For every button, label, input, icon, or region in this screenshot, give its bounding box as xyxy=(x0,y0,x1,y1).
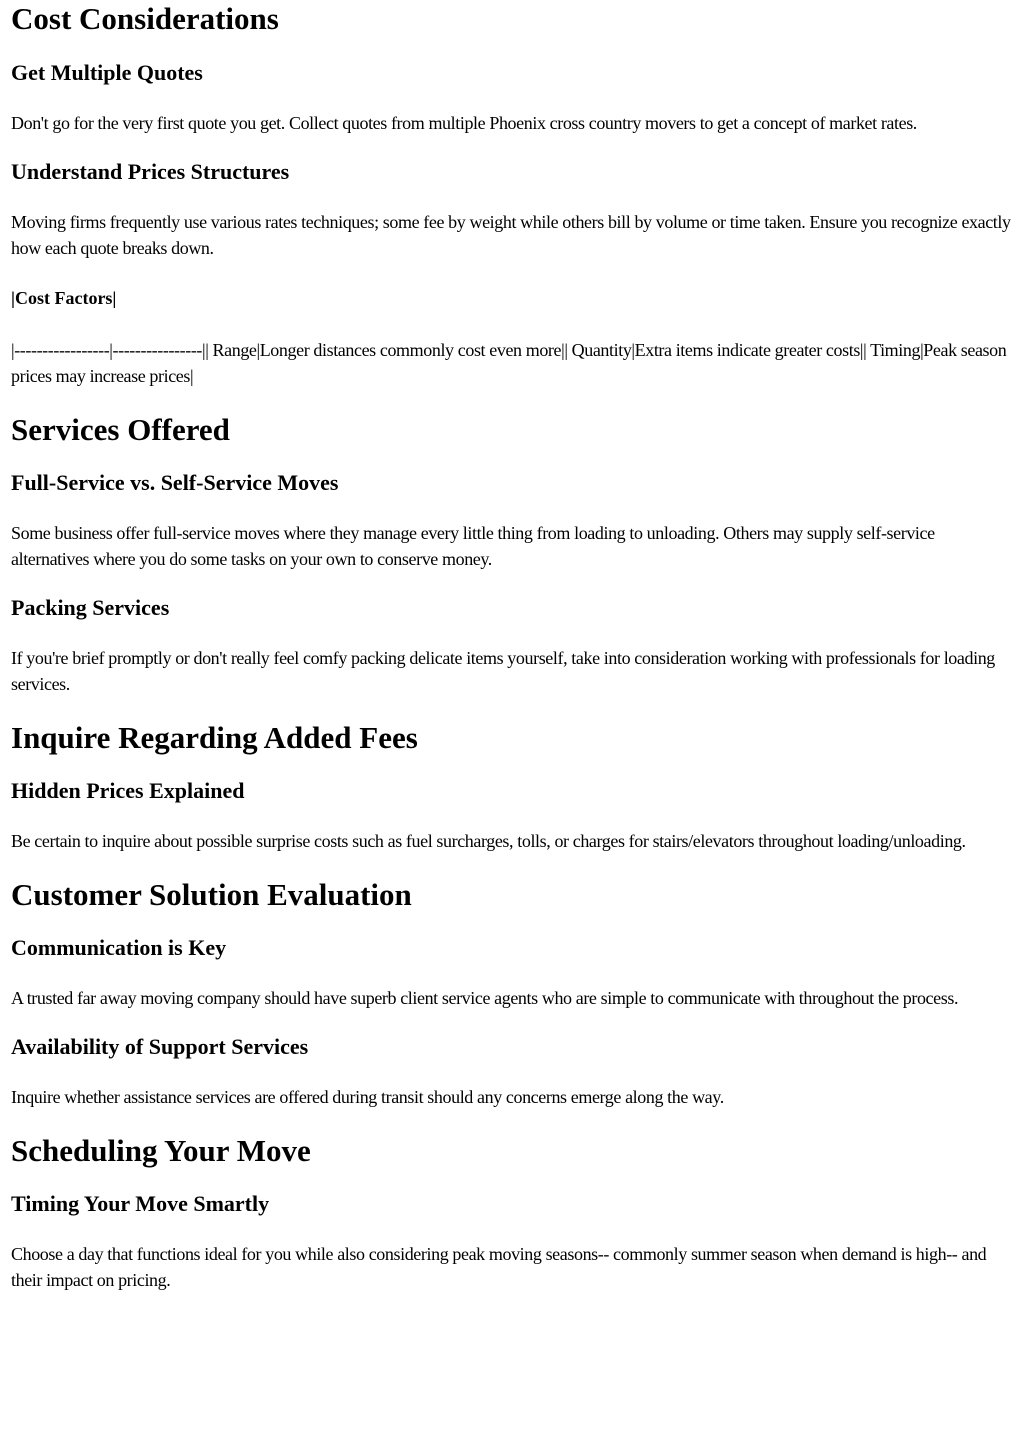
section-heading: Services Offered xyxy=(11,412,230,447)
subsection-heading: Packing Services xyxy=(11,595,170,620)
paragraph: If you're brief promptly or don't really feel comfy packing delicate items yourself, take into consideration working with professionals for loading services. xyxy=(11,648,995,694)
cost-factors-heading: |Cost Factors| xyxy=(11,288,117,308)
section-heading: Scheduling Your Move xyxy=(11,1133,311,1168)
paragraph: Be certain to inquire about possible surprise costs such as fuel surcharges, tolls, or charges for stairs/elevators throughout loading/unloading. xyxy=(11,831,966,851)
subsection-heading: Get Multiple Quotes xyxy=(11,60,203,85)
paragraph: Don't go for the very first quote you get. Collect quotes from multiple Phoenix cross country movers to get a concept of market rates. xyxy=(11,113,917,133)
subsection-heading: Availability of Support Services xyxy=(11,1034,309,1059)
subsection-heading: Understand Prices Structures xyxy=(11,159,290,184)
subsection-heading: Hidden Prices Explained xyxy=(11,778,245,803)
paragraph: Choose a day that functions ideal for you while also considering peak moving seasons-- commonly summer season when demand is high-- and their impact on pricing. xyxy=(11,1244,987,1290)
paragraph: Some business offer full-service moves where they manage every little thing from loading to unloading. Others may supply self-service alternatives where you do some tasks on your own to conserve money. xyxy=(11,523,935,569)
article xyxy=(0,1,1024,1293)
paragraph: Inquire whether assistance services are offered during transit should any concerns emerge along the way. xyxy=(11,1087,724,1107)
section-heading: Customer Solution Evaluation xyxy=(11,877,412,912)
subsection-heading: Full-Service vs. Self-Service Moves xyxy=(11,470,339,495)
paragraph: Moving firms frequently use various rates techniques; some fee by weight while others bill by volume or time taken. Ensure you recognize exactly how each quote breaks down. xyxy=(11,212,1011,258)
section-heading: Inquire Regarding Added Fees xyxy=(11,720,418,755)
paragraph: A trusted far away moving company should have superb client service agents who are simple to communicate with throughout the process. xyxy=(11,988,959,1008)
section-heading: Cost Considerations xyxy=(11,1,279,36)
subsection-heading: Timing Your Move Smartly xyxy=(11,1191,270,1216)
subsection-heading: Communication is Key xyxy=(11,935,227,960)
cost-factors-table-text: |-----------------|----------------|| Range|Longer distances commonly cost even more|| Quantity|Extra items indicate greater costs|| Timing|Peak season prices may increase prices| xyxy=(11,340,1007,386)
